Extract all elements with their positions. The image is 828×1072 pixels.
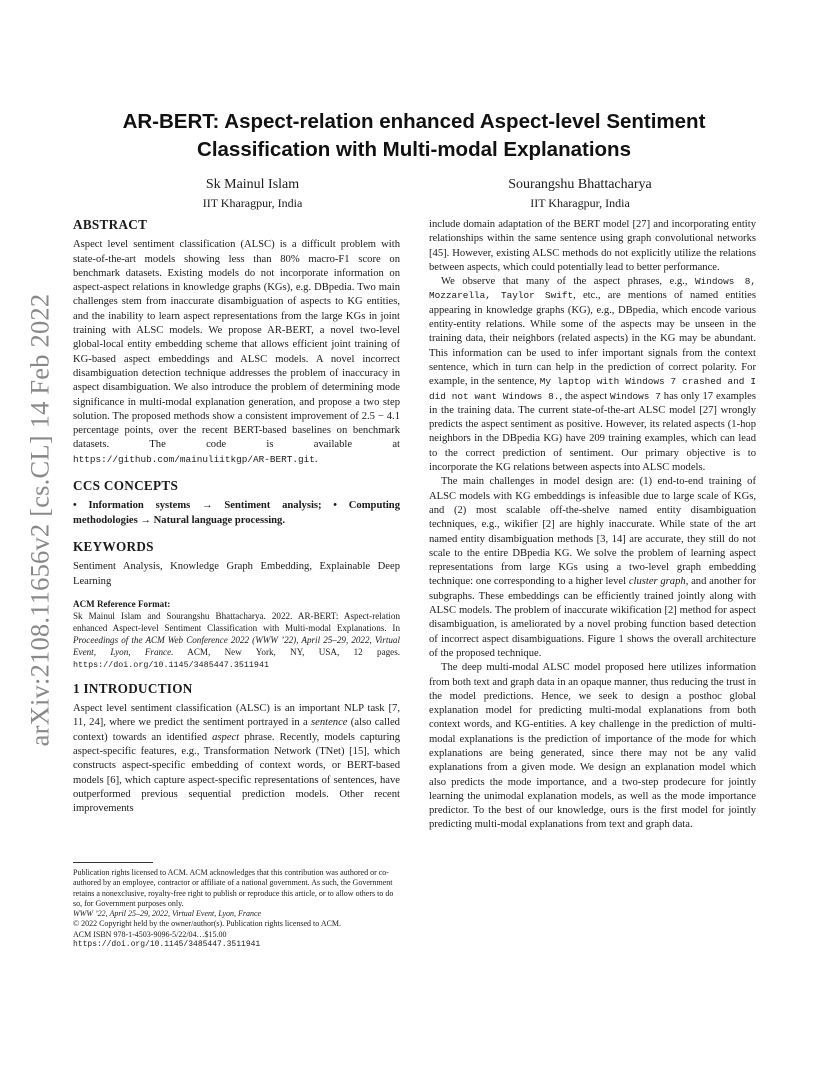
arxiv-stamp: arXiv:2108.11656v2 [cs.CL] 14 Feb 2022 [24,293,55,747]
author-name: Sk Mainul Islam [205,177,300,192]
conference-info: WWW ’22, April 25–29, 2022, Virtual Event, Lyon, France [73,909,262,919]
intro-paragraph-4: The deep multi-modal ALSC model proposed here utilizes information from both text and graph data in an opaque manner, thus reducing the trust in the model predictions. Hence, we seek to design a posthoc global explanation model for predicting multi-modal explanations from both context words, and KG-entities. A key challenge in the prediction of multi-modal explanations is the prediction of importance of the mode for which explanations are being generated, since there may not be any valid explanations from a given mode. We design an explanation model which also predicts the mode importance, and a two-step prodecure for jointly learning the unimodal explanation models, as well as the mode importance predictor. To the best of our knowledge, ours is the first model for jointly predicting multi-modal explanations from text and graph data. [429,662,757,831]
title-line-2: Classification with Multi-modal Explanations [197,138,631,161]
left-column [73,218,400,817]
code-url[interactable]: https://github.com/mainuliitkgp/AR-BERT.git [73,453,315,465]
intro-paragraph-3: The main challenges in model design are: (1) end-to-end training of ALSC models with KG embeddings is infeasible due to large scale of KGs, and (2) most scalable off-the-shelve named entity disambiguation techniques, e.g., wikifier [2] are highly inaccurate. While state of the art named entity disambiguation methods [3, 14] are accurate, they still do not scale to the entire DBpedia KG. We solve the problem of learning aspect representations from large KGs using a two-level graph embedding technique: one corresponding to a higher level cluster graph, and another for subgraphs. These embeddings can be efficiently trained jointly along with ALSC models. The problem of inaccurate wikification [2] method for aspect disambiguation, is ameliorated by a novel probing function based detection of incorrect aspect disambiguations. Figure 1 shows the overall architecture of the proposed technique. [429,476,756,659]
footnote-doi[interactable]: https://doi.org/10.1145/3485447.3511941 [73,940,261,950]
keywords-heading: KEYWORDS [73,538,154,554]
keywords-text: Sentiment Analysis, Knowledge Graph Embedding, Explainable Deep Learning [73,561,400,587]
introduction-heading: 1 INTRODUCTION [73,680,193,696]
footnote-rule [73,862,153,863]
intro-paragraph-2: We observe that many of the aspect phrases, e.g., Windows 8, Mozzarella, Taylor Swift, etc., are mentions of named entities appearing in knowledge graphs (KG), e.g., DBpedia, which encode various entity-entity relations. While some of the aspects may be unseen in the training data, their neighbors (related aspects) in the KG may be abundant. This information can be used to infer important signals from the context sentence, which in turn can help in the prediction of correct polarity. For example, in the sentence, My laptop with Windows 7 crashed and I did not want Windows 8., the aspect Windows 7 has only 17 examples in the training data. The current state-of-the-art ALSC model [27] wrongly predicts the aspect sentiment as positive. However, its related aspects (1-hop neighbors in the DBpedia KG) have 209 training examples, which can lead to the correct prediction of sentiment. Our primary objective is to incorporate the KG relations between aspects into ALSC models. [429,276,757,474]
footnote [73,868,400,950]
right-column [429,218,756,833]
author-name: Sourangshu Bhattacharya [508,177,652,192]
acm-ref-doi[interactable]: https://doi.org/10.1145/3485447.3511941 [73,659,270,670]
copyright-notice: © 2022 Copyright held by the owner/author(s). Publication rights licensed to ACM. [73,919,342,929]
isbn: ACM ISBN 978-1-4503-9096-5/22/04…$15.00 [73,929,227,939]
abstract-heading: ABSTRACT [73,217,148,232]
paper-title [60,108,768,164]
author-affiliation: IIT Kharagpur, India [530,196,630,210]
acm-ref-text: Sk Mainul Islam and Sourangshu Bhattacharya. 2022. AR-BERT: Aspect-relation enhanced Aspect-level Sentiment Classification with Multi-modal Explanations. In Proceedings of the ACM Web Conference 2022 (WWW ’22), April 25–29, 2022, Virtual Event, Lyon, France. ACM, New York, NY, USA, 12 pages. https://doi.org/10.1145/3485447.3511941 [73,610,401,670]
permission-notice: Publication rights licensed to ACM. ACM acknowledges that this contribution was authored or co-authored by an employee, contractor or affiliate of a national government. As such, the Government retains a nonexclusive, royalty-free right to publish or reproduce this article, or to allow others to do so, for Government purposes only. [73,868,394,908]
title-line-1: AR-BERT: Aspect-relation enhanced Aspect-level Sentiment [122,110,706,133]
author-1 [140,176,365,212]
intro-paragraph-1-continued: include domain adaptation of the BERT model [27] and incorporating entity relationships within the same sentence using graph convolutional networks [45]. However, existing ALSC methods do not explicitly utilize the relations between aspects, which could potentially lead to better performance. [429,219,756,273]
ccs-text: • Information systems → Sentiment analysis; • Computing methodologies → Natural language processing. [73,500,400,526]
acm-ref-heading: ACM Reference Format: [73,598,171,609]
author-2 [455,176,705,212]
author-affiliation: IIT Kharagpur, India [202,196,303,210]
abstract-text: Aspect level sentiment classification (ALSC) is a difficult problem with state-of-the-art models showing less than 80% macro-F1 score on benchmark datasets. Existing models do not incorporate information on aspect-aspect relations in knowledge graphs (KGs), e.g. DBpedia. Two main challenges stem from inaccurate disambiguation of aspects to KG entities, and the inability to learn aspect representations from the large KGs in joint training with ALSC models. We propose AR-BERT, a novel two-level global-local entity embedding scheme that allows efficient joint training of KG-based aspect embeddings and ALSC models. A novel incorrect disambiguation detection technique addresses the problem of inaccuracy in aspect disambiguation. We also introduce the problem of determining mode significance in multi-modal explanation generation, and propose a two step solution. The proposed methods show a consistent improvement of 2.5 − 4.1 percentage points, over the recent BERT-based baselines on benchmark datasets. The code is available at https://github.com/mainuliitkgp/AR-BERT.git. [73,239,400,465]
intro-paragraph-1: Aspect level sentiment classification (ALSC) is an important NLP task [7, 11, 24], where we predict the sentiment portrayed in a sentence (also called context) towards an identified aspect phrase. Recently, models capturing aspect-specific features, e.g., Transformation Network (TNet) [15], which constructs aspect-specific embedding of context words, or BERT-based models [6], which capture aspect-specific representations of sentences, have outperformed previous sequential prediction models. Other recent improvements [73,703,400,815]
ccs-heading: CCS CONCEPTS [73,478,179,494]
